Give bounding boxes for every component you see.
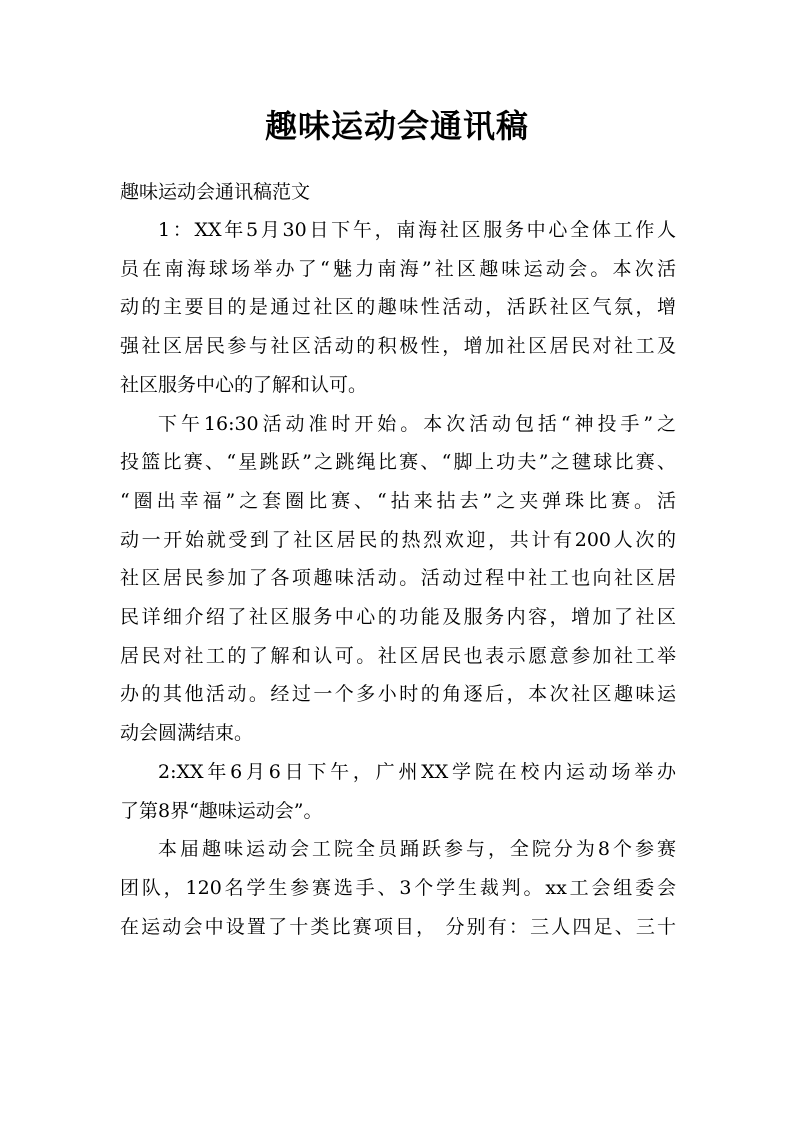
paragraph-line: 了第8界“趣味运动会”。	[120, 799, 323, 822]
paragraph-line: 社区服务中心的了解和认可。	[120, 373, 368, 396]
paragraph-line: 团队，120名学生参赛选手、3个学生裁判。xx工会组委会	[120, 876, 676, 899]
paragraph-line: 办的其他活动。经过一个多小时的角逐后，本次社区趣味运	[120, 683, 676, 706]
paragraph-line: 动一开始就受到了社区居民的热烈欢迎，共计有200人次的	[120, 528, 676, 551]
paragraph-line: 居民对社工的了解和认可。社区居民也表示愿意参加社工举	[120, 644, 676, 667]
paragraph-line: 下午16:30活动准时开始。本次活动包括“神投手”之	[158, 412, 676, 435]
paragraph-3	[120, 753, 676, 830]
paragraph-2	[120, 405, 676, 753]
paragraph-line: 投篮比赛、“星跳跃”之跳绳比赛、“脚上功夫”之毽球比赛、	[120, 451, 676, 474]
paragraph-line: 1：XX年5月30日下午，南海社区服务中心全体工作人	[158, 219, 676, 241]
paragraph-line: 2:XX年6月6日下午，广州XX学院在校内运动场举办	[158, 760, 676, 783]
paragraph-line: “圈出幸福”之套圈比赛、“拈来拈去”之夹弹珠比赛。活	[120, 489, 676, 512]
paragraph-line: 员在南海球场举办了“魅力南海”社区趣味运动会。本次活	[120, 257, 676, 280]
paragraph-line: 本届趣味运动会工院全员踊跃参与，全院分为8个参赛	[158, 838, 676, 861]
paragraph-4	[120, 830, 676, 946]
paragraph-1	[120, 211, 676, 405]
document-body	[120, 173, 676, 946]
document-subtitle: 趣味运动会通讯稿范文	[120, 181, 311, 203]
paragraph-line: 强社区居民参与社区活动的积极性，增加社区居民对社工及	[120, 335, 676, 358]
document-title: 趣味运动会通讯稿	[264, 107, 529, 145]
paragraph-line: 社区居民参加了各项趣味活动。活动过程中社工也向社区居	[120, 567, 676, 590]
paragraph-line: 民详细介绍了社区服务中心的功能及服务内容，增加了社区	[120, 606, 676, 629]
paragraph-line: 在运动会中设置了十类比赛项目， 分别有：三人四足、三十	[120, 915, 676, 938]
paragraph-line: 动会圆满结束。	[120, 722, 254, 745]
paragraph-line: 动的主要目的是通过社区的趣味性活动，活跃社区气氛，增	[120, 296, 676, 319]
